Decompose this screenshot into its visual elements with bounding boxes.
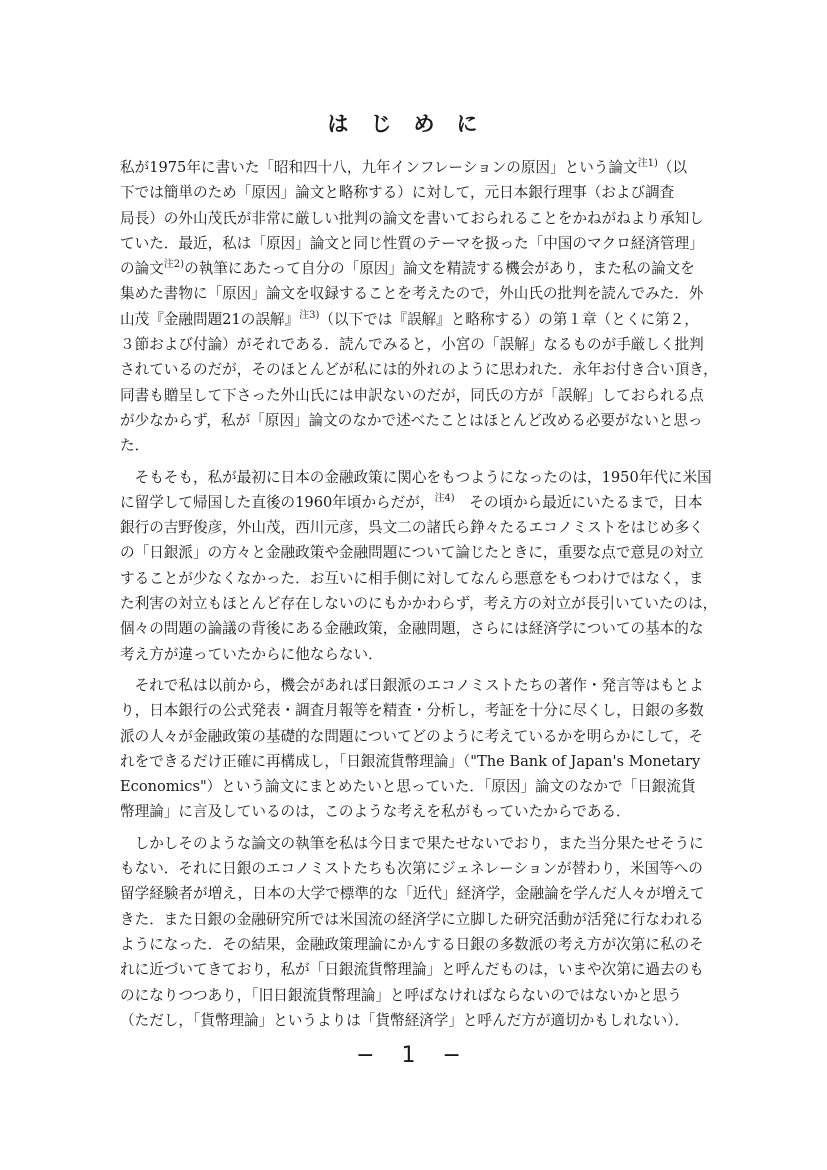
line-text: ３節および付論）がそれである．読んでみると，小宮の「誤解」なるものが手厳しく批判 [120,336,704,354]
line-text: 下では簡単のため「原因」論文と略称する）に対して，元日本銀行理事（および調査 [120,184,675,202]
text-line [120,983,685,1008]
text-line [120,856,703,881]
line-text: Economics"）という論文にまとめたいと思っていた．「原因」論文のなかで「日銀流貨 [120,778,696,796]
text-line [120,907,704,932]
line-text: が少なからず，私が「原因」論文のなかで述べたことはほとんど改める必要がないと思っ [120,411,703,429]
line-text: の執筆にあたって自分の「原因」論文を精読する機会があり，また私の論文を [184,260,695,278]
text-line [120,433,685,458]
line-text: それで私は以前から，機会があれば日銀派のエコノミストたちの著作・発言等はもとよ [120,676,704,694]
text-line [120,206,704,231]
text-line [120,957,704,982]
text-line [120,180,685,205]
text-line [120,642,685,667]
paragraph [120,155,718,459]
line-text: ようになった．その結果，金融政策理論にかんする日銀の多数派の考え方が次第に私のそ [120,935,704,953]
text-line [120,831,704,856]
line-text: 同書も贈呈して下さった外山氏には申訳ないのだが，同氏の方が「誤解」しておられる点 [120,386,704,404]
footnote-marker: 注2) [163,259,185,271]
paragraph [120,831,705,1033]
text-line [120,616,704,641]
text-line [120,724,704,749]
paragraph [120,673,704,825]
text-line [120,566,704,591]
line-text: されているのだが，そのほとんどが私には的外れのように思われた．永年お付き合い頂き， [120,361,718,379]
page-number: − 1 − [356,1043,471,1068]
text-line [120,490,703,515]
line-text: （ただし，「貨幣理論」というよりは「貨幣経済学」と呼んだ方が適切かもしれない）． [120,1011,690,1029]
text-line [120,281,704,306]
line-text: 銀行の吉野俊彦，外山茂，西川元彦，呉文二の諸氏ら錚々たるエコノミストをはじめ多く [120,519,704,537]
text-line [120,408,703,433]
line-text: 集めた書物に「原因」論文を収録することを考えたので，外山氏の批判を読んでみた．外 [120,285,704,303]
text-line [120,515,704,540]
text-line [120,881,705,906]
text-line [120,357,718,382]
page-title: はじめに [327,112,500,136]
line-text: （以下では『誤解』と略称する）の第１章（とくに第２， [319,310,699,328]
line-text: ていた．最近，私は「原因」論文と同じ性質のテーマを扱った「中国のマクロ経済管理」 [120,234,704,252]
line-text: 局長）の外山茂氏が非常に厳しい批判の論文を書いておられることをかねがねより承知し [120,209,704,227]
footnote-marker: 注4) [434,493,455,504]
line-text: れに近づいてきており，私が「日銀流貨幣理論」と呼んだものは，いまや次第に過去のも [120,961,704,979]
line-text: た利害の対立もほとんど存在しないのにもかかわらず，考え方の対立が長引いていたのは， [120,595,718,613]
text-line [120,256,695,281]
line-text: 個々の問題の論議の背後にある金融政策，金融問題，さらには経済学についての基本的な [120,620,704,638]
line-text: り，日本銀行の公式発表・調査月報等を精査・分析し，考証を十分に尽くし，日銀の多数 [120,702,704,720]
line-text: 留学経験者が増え，日本の大学で標準的な「近代」経済学，金融論を学んだ人々が増えて [120,885,705,903]
line-text: きた．また日銀の金融研究所では米国流の経済学に立脚した研究活動が活発に行なわれる [120,910,704,928]
line-text: 考え方が違っていたからに他ならない． [120,645,383,663]
line-text: れをできるだけ正確に再構成し，「日銀流貨幣理論」（"The Bank of Japan's Monetary [120,752,701,770]
line-text: そもそも，私が最初に日本の金融政策に関心をもつようになったのは，1950年代に米国 [120,468,712,486]
text-line [120,307,699,332]
line-text: の論文 [120,260,164,278]
line-text: に留学して帰国した直後の1960年頃からだが， [120,493,435,511]
line-text: することが少なくなかった．お互いに相手側に対してなんら悪意をもつわけではなく，ま [120,569,704,587]
text-line [120,383,704,408]
footnote-marker: 注1) [637,158,658,170]
text-line [120,698,704,723]
footnote-marker: 注3) [299,309,320,321]
line-text: のになりつつあり，「旧日銀流貨幣理論」と呼ばなければならないのではないかと思う [120,986,682,1004]
text-line [120,799,685,824]
text-line [120,540,704,565]
text-line [120,591,718,616]
line-text: の「日銀派」の方々と金融政策や金融問題について論じたときに，重要な点で意見の対立 [120,544,704,562]
text-line [120,673,704,698]
text-line [120,749,701,774]
text-line [120,465,712,490]
line-text: 私が1975年に書いた「昭和四十八，九年インフレーションの原因」という論文 [120,159,638,176]
line-text: （以 [657,159,688,176]
text-line [120,1008,690,1033]
line-text: その頃から最近にいたるまで，日本 [454,493,703,511]
text-line [120,155,688,180]
line-text: た． [120,437,150,455]
text-line [120,231,704,256]
line-text: 幣理論」に言及しているのは，このような考えを私がもっていたからである． [120,803,631,821]
paragraph [120,465,718,667]
line-text: 派の人々が金融政策の基礎的な問題についてどのように考えているかを明らかにして，そ [120,727,704,745]
line-text: もない．それに日銀のエコノミストたちも次第にジェネレーションが替わり，米国等への [120,860,703,878]
text-line [120,332,704,357]
text-line [120,932,704,957]
text-line [120,774,696,799]
line-text: 山茂『金融問題21の誤解』 [120,310,300,328]
body-text [120,155,718,1033]
line-text: しかしそのような論文の執筆を私は今日まで果たせないでおり，また当分果たせそうに [120,834,704,852]
